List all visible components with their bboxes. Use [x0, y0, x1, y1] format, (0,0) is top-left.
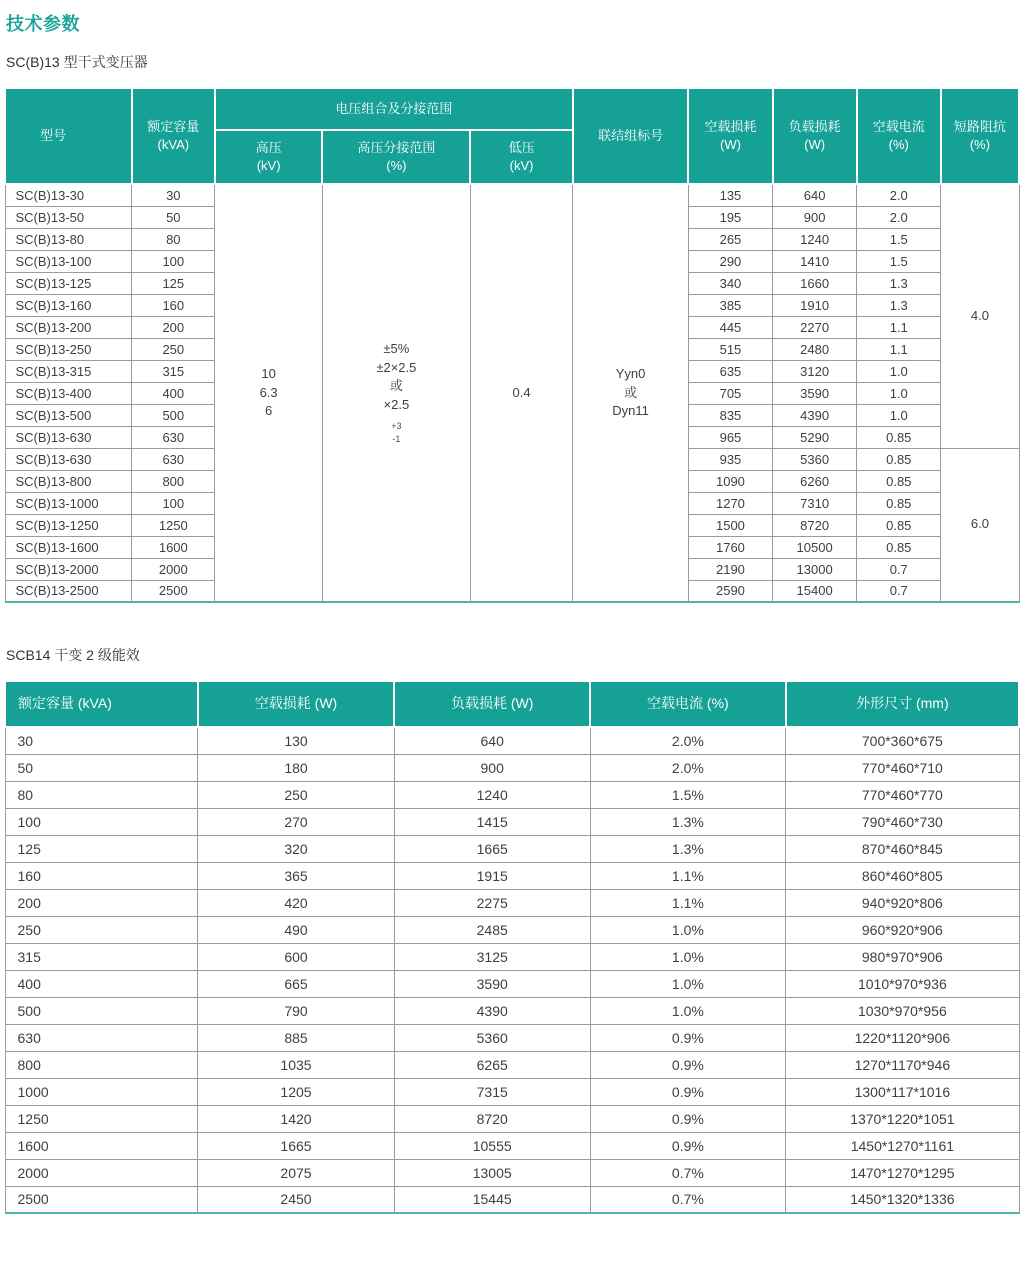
- table-row: [5, 754, 1019, 781]
- capacity-cell: 1250: [5, 1105, 198, 1132]
- no-load-loss-cell: 790: [198, 997, 395, 1024]
- model-cell: SC(B)13-315: [5, 360, 132, 382]
- load-loss-cell: 8720: [773, 514, 857, 536]
- capacity-cell: 80: [132, 228, 215, 250]
- capacity-cell: 1250: [132, 514, 215, 536]
- no-load-current-cell: 1.3: [857, 294, 941, 316]
- no-load-current-cell: 1.0%: [590, 997, 786, 1024]
- no-load-loss-cell: 635: [688, 360, 772, 382]
- model-cell: SC(B)13-1250: [5, 514, 132, 536]
- dimensions-cell: 1220*1120*906: [786, 1024, 1019, 1051]
- tap-range-span-cell: ±5% ±2×2.5 或 ×2.5 +3 -1: [322, 184, 470, 602]
- model-cell: SC(B)13-1000: [5, 492, 132, 514]
- capacity-cell: 30: [5, 727, 198, 754]
- model-cell: SC(B)13-500: [5, 404, 132, 426]
- model-cell: SC(B)13-200: [5, 316, 132, 338]
- dimensions-cell: 1370*1220*1051: [786, 1105, 1019, 1132]
- capacity-cell: 400: [132, 382, 215, 404]
- header-row: [5, 681, 1019, 727]
- no-load-loss-cell: 130: [198, 727, 395, 754]
- no-load-loss-cell: 2590: [688, 580, 772, 602]
- load-loss-cell: 1240: [773, 228, 857, 250]
- no-load-current-cell: 1.0: [857, 360, 941, 382]
- no-load-current-cell: 0.85: [857, 514, 941, 536]
- load-loss-cell: 2480: [773, 338, 857, 360]
- scb13-table-caption: SC(B)13 型干式变压器: [6, 54, 148, 70]
- scb14-table-header: [5, 681, 1019, 727]
- dimensions-cell: 960*920*906: [786, 916, 1019, 943]
- dimensions-cell: 770*460*770: [786, 781, 1019, 808]
- model-cell: SC(B)13-630: [5, 426, 132, 448]
- col-header-load-loss: 负载损耗 (W): [394, 681, 590, 727]
- no-load-loss-cell: 385: [688, 294, 772, 316]
- dimensions-cell: 940*920*806: [786, 889, 1019, 916]
- dimensions-cell: 1470*1270*1295: [786, 1159, 1019, 1186]
- model-cell: SC(B)13-125: [5, 272, 132, 294]
- capacity-cell: 200: [5, 889, 198, 916]
- no-load-current-cell: 0.7%: [590, 1186, 786, 1213]
- load-loss-cell: 900: [394, 754, 590, 781]
- no-load-loss-cell: 365: [198, 862, 395, 889]
- model-cell: SC(B)13-250: [5, 338, 132, 360]
- load-loss-cell: 6265: [394, 1051, 590, 1078]
- col-header-vector-group: 联结组标号: [573, 88, 689, 184]
- table-row: [5, 862, 1019, 889]
- no-load-current-cell: 0.7: [857, 558, 941, 580]
- capacity-cell: 100: [132, 492, 215, 514]
- dimensions-cell: 1270*1170*946: [786, 1051, 1019, 1078]
- load-loss-cell: 5360: [394, 1024, 590, 1051]
- no-load-current-cell: 1.3%: [590, 835, 786, 862]
- col-header-tap-range: 高压分接范围 (%): [322, 130, 470, 184]
- no-load-loss-cell: 1760: [688, 536, 772, 558]
- col-header-capacity: 额定容量 (kVA): [132, 88, 215, 184]
- no-load-loss-cell: 490: [198, 916, 395, 943]
- load-loss-cell: 900: [773, 206, 857, 228]
- no-load-loss-cell: 135: [688, 184, 772, 206]
- dimensions-cell: 1010*970*936: [786, 970, 1019, 997]
- model-cell: SC(B)13-400: [5, 382, 132, 404]
- impedance-span-cell: 6.0: [941, 448, 1019, 602]
- no-load-loss-cell: 270: [198, 808, 395, 835]
- table-row: [5, 997, 1019, 1024]
- no-load-loss-cell: 1090: [688, 470, 772, 492]
- model-cell: SC(B)13-160: [5, 294, 132, 316]
- load-loss-cell: 1240: [394, 781, 590, 808]
- col-header-voltage-group: 电压组合及分接范围: [215, 88, 573, 130]
- col-header-load-loss: 负载损耗 (W): [773, 88, 857, 184]
- no-load-current-cell: 1.0%: [590, 916, 786, 943]
- no-load-current-cell: 0.9%: [590, 1105, 786, 1132]
- capacity-cell: 250: [132, 338, 215, 360]
- capacity-cell: 315: [5, 943, 198, 970]
- capacity-cell: 200: [132, 316, 215, 338]
- capacity-cell: 125: [132, 272, 215, 294]
- capacity-cell: 1600: [132, 536, 215, 558]
- no-load-loss-cell: 180: [198, 754, 395, 781]
- no-load-loss-cell: 1035: [198, 1051, 395, 1078]
- load-loss-cell: 15445: [394, 1186, 590, 1213]
- scb13-table-header: [5, 88, 1019, 184]
- no-load-current-cell: 1.0: [857, 382, 941, 404]
- no-load-current-cell: 1.5: [857, 250, 941, 272]
- no-load-loss-cell: 885: [198, 1024, 395, 1051]
- table-row: [5, 1105, 1019, 1132]
- no-load-loss-cell: 1420: [198, 1105, 395, 1132]
- load-loss-cell: 1415: [394, 808, 590, 835]
- no-load-loss-cell: 2075: [198, 1159, 395, 1186]
- model-cell: SC(B)13-2500: [5, 580, 132, 602]
- capacity-cell: 800: [5, 1051, 198, 1078]
- no-load-current-cell: 0.85: [857, 448, 941, 470]
- no-load-loss-cell: 195: [688, 206, 772, 228]
- col-header-no-load-loss: 空载损耗 (W): [198, 681, 395, 727]
- no-load-loss-cell: 445: [688, 316, 772, 338]
- col-header-capacity: 额定容量 (kVA): [5, 681, 198, 727]
- no-load-current-cell: 1.1%: [590, 862, 786, 889]
- load-loss-cell: 2270: [773, 316, 857, 338]
- no-load-current-cell: 0.85: [857, 492, 941, 514]
- no-load-current-cell: 0.85: [857, 536, 941, 558]
- table-row: [5, 1051, 1019, 1078]
- no-load-current-cell: 2.0%: [590, 727, 786, 754]
- col-header-model: 型号: [5, 88, 132, 184]
- no-load-loss-cell: 420: [198, 889, 395, 916]
- load-loss-cell: 8720: [394, 1105, 590, 1132]
- load-loss-cell: 1915: [394, 862, 590, 889]
- no-load-current-cell: 1.0%: [590, 943, 786, 970]
- load-loss-cell: 3590: [773, 382, 857, 404]
- page-title: 技术参数: [6, 14, 80, 34]
- no-load-current-cell: 0.7%: [590, 1159, 786, 1186]
- capacity-cell: 125: [5, 835, 198, 862]
- table-row: [5, 889, 1019, 916]
- scb13-spec-table: [4, 87, 1020, 603]
- no-load-current-cell: 1.1: [857, 338, 941, 360]
- load-loss-cell: 3120: [773, 360, 857, 382]
- capacity-cell: 500: [5, 997, 198, 1024]
- model-cell: SC(B)13-100: [5, 250, 132, 272]
- table-row: [5, 727, 1019, 754]
- capacity-cell: 50: [5, 754, 198, 781]
- load-loss-cell: 640: [394, 727, 590, 754]
- capacity-cell: 315: [132, 360, 215, 382]
- capacity-cell: 250: [5, 916, 198, 943]
- no-load-current-cell: 1.1: [857, 316, 941, 338]
- header-row-group: [5, 88, 1019, 130]
- col-header-no-load-loss: 空载损耗 (W): [688, 88, 772, 184]
- capacity-cell: 2000: [5, 1159, 198, 1186]
- no-load-current-cell: 0.9%: [590, 1024, 786, 1051]
- scb14-spec-table: [4, 680, 1020, 1214]
- capacity-cell: 100: [132, 250, 215, 272]
- no-load-loss-cell: 1270: [688, 492, 772, 514]
- table-row: [5, 808, 1019, 835]
- load-loss-cell: 1665: [394, 835, 590, 862]
- no-load-current-cell: 1.3: [857, 272, 941, 294]
- load-loss-cell: 2485: [394, 916, 590, 943]
- capacity-cell: 800: [132, 470, 215, 492]
- load-loss-cell: 3125: [394, 943, 590, 970]
- load-loss-cell: 1410: [773, 250, 857, 272]
- scb14-table-body: [5, 727, 1019, 1213]
- col-header-impedance: 短路阻抗 (%): [941, 88, 1019, 184]
- no-load-loss-cell: 2190: [688, 558, 772, 580]
- load-loss-cell: 10555: [394, 1132, 590, 1159]
- no-load-current-cell: 1.0%: [590, 970, 786, 997]
- dimensions-cell: 1450*1320*1336: [786, 1186, 1019, 1213]
- model-cell: SC(B)13-630: [5, 448, 132, 470]
- no-load-loss-cell: 705: [688, 382, 772, 404]
- col-header-no-load-current: 空载电流 (%): [857, 88, 941, 184]
- load-loss-cell: 4390: [394, 997, 590, 1024]
- col-header-lv: 低压 (kV): [470, 130, 572, 184]
- capacity-cell: 2500: [132, 580, 215, 602]
- table-row: [5, 835, 1019, 862]
- capacity-cell: 30: [132, 184, 215, 206]
- capacity-cell: 1600: [5, 1132, 198, 1159]
- load-loss-cell: 3590: [394, 970, 590, 997]
- no-load-loss-cell: 1205: [198, 1078, 395, 1105]
- capacity-cell: 2500: [5, 1186, 198, 1213]
- load-loss-cell: 2275: [394, 889, 590, 916]
- load-loss-cell: 640: [773, 184, 857, 206]
- no-load-loss-cell: 1665: [198, 1132, 395, 1159]
- no-load-loss-cell: 320: [198, 835, 395, 862]
- impedance-span-cell: 4.0: [941, 184, 1019, 448]
- model-cell: SC(B)13-2000: [5, 558, 132, 580]
- capacity-cell: 2000: [132, 558, 215, 580]
- no-load-current-cell: 0.85: [857, 426, 941, 448]
- table-row: [5, 943, 1019, 970]
- lv-span-cell: 0.4: [470, 184, 572, 602]
- capacity-cell: 630: [5, 1024, 198, 1051]
- no-load-current-cell: 0.7: [857, 580, 941, 602]
- model-cell: SC(B)13-80: [5, 228, 132, 250]
- no-load-current-cell: 1.0: [857, 404, 941, 426]
- table-row: [5, 1159, 1019, 1186]
- scb14-table-caption: SCB14 干变 2 级能效: [6, 647, 140, 663]
- load-loss-cell: 15400: [773, 580, 857, 602]
- dimensions-cell: 1030*970*956: [786, 997, 1019, 1024]
- table-row: [5, 1078, 1019, 1105]
- no-load-loss-cell: 340: [688, 272, 772, 294]
- no-load-current-cell: 2.0: [857, 184, 941, 206]
- no-load-current-cell: 1.5: [857, 228, 941, 250]
- load-loss-cell: 7310: [773, 492, 857, 514]
- no-load-current-cell: 1.3%: [590, 808, 786, 835]
- table-row: [5, 970, 1019, 997]
- no-load-loss-cell: 935: [688, 448, 772, 470]
- dimensions-cell: 700*360*675: [786, 727, 1019, 754]
- no-load-loss-cell: 665: [198, 970, 395, 997]
- capacity-cell: 500: [132, 404, 215, 426]
- hv-span-cell: 10 6.3 6: [215, 184, 322, 602]
- col-header-no-load-current: 空载电流 (%): [590, 681, 786, 727]
- model-cell: SC(B)13-1600: [5, 536, 132, 558]
- capacity-cell: 80: [5, 781, 198, 808]
- no-load-current-cell: 2.0%: [590, 754, 786, 781]
- model-cell: SC(B)13-50: [5, 206, 132, 228]
- table-row: [5, 916, 1019, 943]
- no-load-loss-cell: 2450: [198, 1186, 395, 1213]
- no-load-current-cell: 1.5%: [590, 781, 786, 808]
- table-row: [5, 781, 1019, 808]
- model-cell: SC(B)13-30: [5, 184, 132, 206]
- load-loss-cell: 6260: [773, 470, 857, 492]
- dimensions-cell: 790*460*730: [786, 808, 1019, 835]
- load-loss-cell: 7315: [394, 1078, 590, 1105]
- no-load-current-cell: 0.9%: [590, 1078, 786, 1105]
- no-load-loss-cell: 265: [688, 228, 772, 250]
- load-loss-cell: 5290: [773, 426, 857, 448]
- no-load-loss-cell: 835: [688, 404, 772, 426]
- load-loss-cell: 1910: [773, 294, 857, 316]
- dimensions-cell: 1300*117*1016: [786, 1078, 1019, 1105]
- no-load-loss-cell: 250: [198, 781, 395, 808]
- no-load-current-cell: 0.85: [857, 470, 941, 492]
- dimensions-cell: 860*460*805: [786, 862, 1019, 889]
- table-row: [5, 184, 1019, 206]
- table-row: [5, 1186, 1019, 1213]
- dimensions-cell: 980*970*906: [786, 943, 1019, 970]
- capacity-cell: 50: [132, 206, 215, 228]
- load-loss-cell: 13000: [773, 558, 857, 580]
- capacity-cell: 400: [5, 970, 198, 997]
- no-load-loss-cell: 965: [688, 426, 772, 448]
- dimensions-cell: 870*460*845: [786, 835, 1019, 862]
- col-header-dimensions: 外形尺寸 (mm): [786, 681, 1019, 727]
- no-load-loss-cell: 290: [688, 250, 772, 272]
- capacity-cell: 160: [5, 862, 198, 889]
- vector-group-span-cell: Yyn0 或 Dyn11: [573, 184, 689, 602]
- capacity-cell: 160: [132, 294, 215, 316]
- capacity-cell: 630: [132, 448, 215, 470]
- no-load-loss-cell: 515: [688, 338, 772, 360]
- capacity-cell: 1000: [5, 1078, 198, 1105]
- scb13-table-body: [5, 184, 1019, 602]
- capacity-cell: 630: [132, 426, 215, 448]
- table-row: [5, 1132, 1019, 1159]
- model-cell: SC(B)13-800: [5, 470, 132, 492]
- load-loss-cell: 1660: [773, 272, 857, 294]
- dimensions-cell: 1450*1270*1161: [786, 1132, 1019, 1159]
- tap-steps: +3 -1: [391, 421, 402, 445]
- no-load-current-cell: 2.0: [857, 206, 941, 228]
- load-loss-cell: 4390: [773, 404, 857, 426]
- load-loss-cell: 10500: [773, 536, 857, 558]
- no-load-loss-cell: 600: [198, 943, 395, 970]
- capacity-cell: 100: [5, 808, 198, 835]
- no-load-current-cell: 0.9%: [590, 1132, 786, 1159]
- no-load-current-cell: 1.1%: [590, 889, 786, 916]
- col-header-hv: 高压 (kV): [215, 130, 322, 184]
- load-loss-cell: 13005: [394, 1159, 590, 1186]
- no-load-current-cell: 0.9%: [590, 1051, 786, 1078]
- no-load-loss-cell: 1500: [688, 514, 772, 536]
- table-row: [5, 1024, 1019, 1051]
- dimensions-cell: 770*460*710: [786, 754, 1019, 781]
- load-loss-cell: 5360: [773, 448, 857, 470]
